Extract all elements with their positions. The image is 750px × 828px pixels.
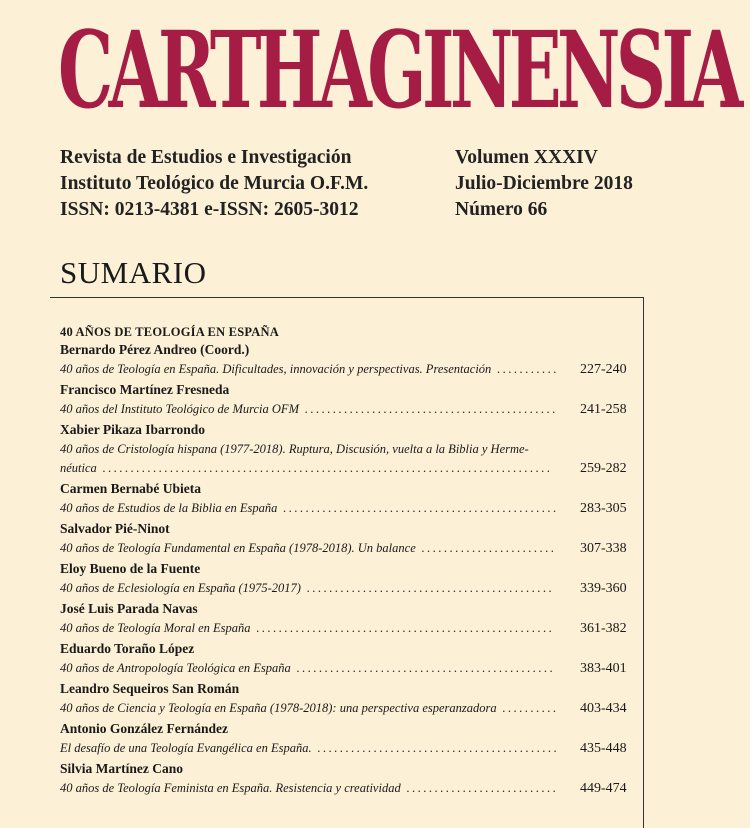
toc-entry[interactable] <box>60 480 640 520</box>
entry-title: 40 años de Estudios de la Biblia en España <box>60 501 278 515</box>
dot-leader: ................................................. <box>277 501 559 515</box>
entry-article <box>60 779 640 800</box>
entry-author: Bernardo Pérez Andreo (Coord.) <box>60 342 250 357</box>
entry-author: Salvador Pié-Ninot <box>60 521 170 536</box>
entry-title: 40 años de Antropología Teológica en España <box>60 661 291 675</box>
journal-masthead: CARTHAGINENSIA <box>58 7 739 132</box>
entry-title: El desafío de una Teología Evangélica en España. <box>60 741 312 755</box>
issue-volume: Volumen XXXIV <box>455 147 598 168</box>
entry-pages: 283-305 <box>580 501 627 516</box>
dot-leader: ........................ <box>415 541 557 555</box>
entry-pages: 241-258 <box>580 402 627 417</box>
entry-article <box>60 579 640 600</box>
entry-pages: 227-240 <box>580 362 627 377</box>
entry-author: Carmen Bernabé Ubieta <box>60 481 201 496</box>
entry-article <box>60 499 640 520</box>
entry-article <box>60 699 640 720</box>
entry-title: 40 años de Teología Feminista en España. Resistencia y creatividad <box>60 781 401 795</box>
issue-period: Julio-Diciembre 2018 <box>455 173 633 194</box>
issue-number: Número 66 <box>455 199 548 220</box>
entry-author: José Luis Parada Navas <box>60 601 198 616</box>
toc-entry[interactable] <box>60 720 640 760</box>
entry-pages: 449-474 <box>580 781 627 796</box>
toc-entry[interactable] <box>60 341 640 381</box>
entry-article <box>60 619 640 640</box>
dot-leader: ........... <box>491 362 559 376</box>
entry-pages: 383-401 <box>580 661 627 676</box>
entry-pages: 361-382 <box>580 621 627 636</box>
journal-info <box>60 145 368 223</box>
entry-title: 40 años de Teología Moral en España <box>60 621 251 635</box>
dot-leader: .............................................. <box>290 661 556 675</box>
entry-pages: 307-338 <box>580 541 627 556</box>
entry-title: 40 años de Ciencia y Teología en España (1978-2018): una perspectiva esperanzadora <box>60 701 497 715</box>
issue-info <box>455 145 633 223</box>
summary-heading: SUMARIO <box>60 255 207 290</box>
entry-author: Francisco Martínez Fresneda <box>60 382 230 397</box>
entry-author: Xabier Pikaza Ibarrondo <box>60 422 206 437</box>
toc-entry[interactable] <box>60 680 640 720</box>
dot-leader: ..................................................... <box>250 621 555 635</box>
entry-pages: 435-448 <box>580 741 627 756</box>
dot-leader: .......... <box>496 701 559 715</box>
journal-issn: ISSN: 0213-4381 e-ISSN: 2605-3012 <box>60 199 359 220</box>
entry-title-continued: néutica <box>60 461 97 475</box>
toc-entry[interactable] <box>60 640 640 680</box>
toc-entry[interactable] <box>60 520 640 560</box>
entry-pages: 259-282 <box>580 461 627 476</box>
entry-title: 40 años de Teología Fundamental en España (1978-2018). Un balance <box>60 541 416 555</box>
section-title: 40 AÑOS DE TEOLOGÍA EN ESPAÑA <box>60 325 279 339</box>
entry-author: Eloy Bueno de la Fuente <box>60 561 201 576</box>
entry-title: 40 años del Instituto Teológico de Murcia OFM <box>60 402 299 416</box>
entry-author: Leandro Sequeiros San Román <box>60 681 240 696</box>
entry-pages: 403-434 <box>580 701 627 716</box>
journal-institute: Instituto Teológico de Murcia O.F.M. <box>60 173 369 194</box>
entry-article <box>60 400 640 421</box>
dot-leader: ........................... <box>400 781 559 795</box>
entry-pages: 339-360 <box>580 581 627 596</box>
toc-entry[interactable] <box>60 421 640 480</box>
entry-title: 40 años de Teología en España. Dificultades, innovación y perspectivas. Presentación <box>60 362 492 376</box>
toc-entry[interactable] <box>60 560 640 600</box>
entry-article <box>60 739 640 760</box>
entry-title: 40 años de Cristología hispana (1977-2018). Ruptura, Discusión, vuelta a la Biblia y Herme- <box>60 442 529 456</box>
entry-author: Eduardo Toraño López <box>60 641 195 656</box>
dot-leader: ........................................... <box>311 741 560 755</box>
toc-entry[interactable] <box>60 760 640 800</box>
entry-title: 40 años de Eclesiología en España (1975-2017) <box>60 581 301 595</box>
entry-article <box>60 539 640 560</box>
table-of-contents <box>60 323 640 800</box>
entry-article <box>60 440 640 480</box>
toc-entry[interactable] <box>60 600 640 640</box>
dot-leader: ................................................................................ <box>96 461 553 475</box>
toc-entries <box>60 341 640 800</box>
journal-subtitle: Revista de Estudios e Investigación <box>60 147 352 168</box>
toc-entry[interactable] <box>60 381 640 421</box>
entry-author: Antonio González Fernández <box>60 721 228 736</box>
entry-article <box>60 360 640 381</box>
dot-leader: ............................................ <box>300 581 555 595</box>
entry-author: Silvia Martínez Cano <box>60 761 183 776</box>
dot-leader: ............................................. <box>298 402 558 416</box>
entry-article <box>60 659 640 680</box>
